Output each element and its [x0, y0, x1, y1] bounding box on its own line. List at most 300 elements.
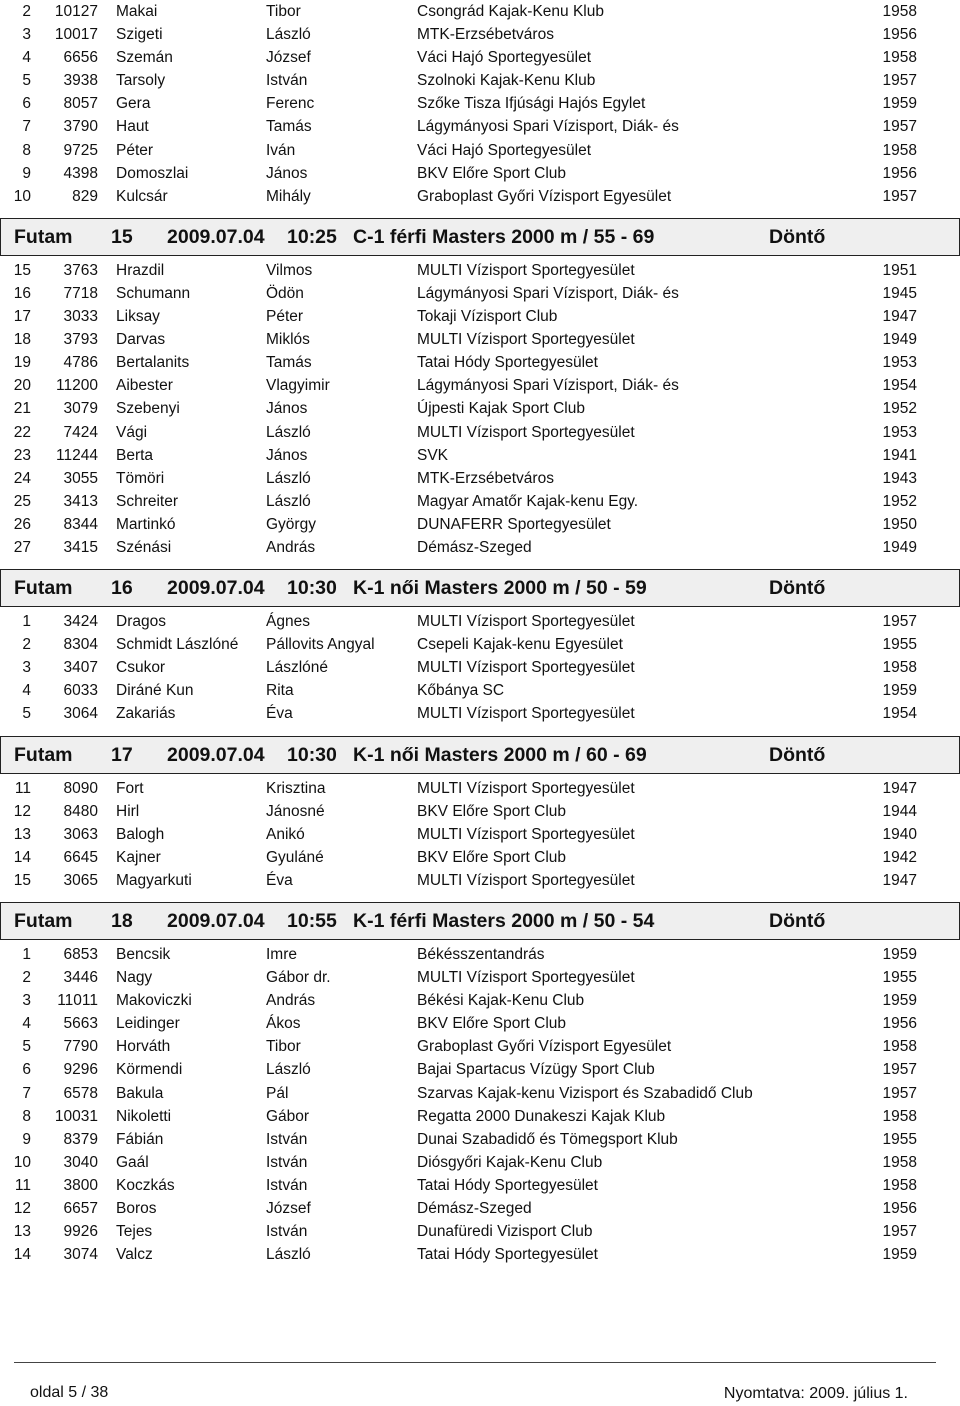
birth-year: 1956 — [882, 1200, 917, 1218]
result-row — [0, 162, 960, 185]
place: 2 — [22, 3, 31, 20]
birth-year: 1959 — [882, 682, 917, 700]
last-name: Aibester — [116, 377, 173, 395]
first-name: László — [266, 423, 311, 441]
first-name: Gyuláné — [266, 848, 324, 866]
place: 7 — [22, 118, 31, 136]
competitor-id: 3763 — [63, 261, 98, 279]
competitor-id: 6033 — [63, 682, 98, 700]
place: 3 — [22, 26, 31, 44]
competitor-id: 6656 — [63, 49, 98, 67]
last-name: Horváth — [116, 1038, 171, 1056]
birth-year: 1959 — [882, 946, 917, 963]
place: 25 — [13, 492, 31, 510]
result-row — [0, 0, 960, 23]
place: 1 — [22, 946, 31, 963]
first-name: György — [266, 515, 316, 533]
first-name: János — [266, 446, 308, 464]
place: 24 — [13, 469, 31, 487]
birth-year: 1958 — [882, 1107, 917, 1125]
competitor-id: 3033 — [63, 308, 98, 326]
club-name: Magyar Amatőr Kajak-kenu Egy. — [417, 492, 639, 510]
club-name: MULTI Vízisport Sportegyesület — [417, 779, 635, 797]
heat-phase: Döntő — [769, 743, 826, 766]
last-name: Péter — [116, 141, 154, 159]
competitor-id: 3040 — [63, 1153, 98, 1171]
heat-label: Futam — [14, 577, 73, 600]
first-name: Krisztina — [266, 779, 326, 797]
competitor-id: 3415 — [63, 538, 98, 556]
competitor-id: 6645 — [63, 848, 98, 866]
birth-year: 1941 — [882, 446, 917, 464]
club-name: MULTI Vízisport Sportegyesület — [417, 613, 635, 631]
club-name: MULTI Vízisport Sportegyesület — [417, 423, 635, 441]
result-row — [0, 1151, 960, 1174]
place: 7 — [22, 1084, 31, 1102]
competitor-id: 4398 — [63, 164, 98, 182]
last-name: Bakula — [116, 1084, 164, 1102]
club-name: Kőbánya SC — [417, 682, 505, 700]
place: 5 — [22, 1038, 31, 1056]
result-row — [0, 374, 960, 397]
club-name: Bajai Spartacus Vízügy Sport Club — [417, 1061, 655, 1079]
competitor-id: 11011 — [57, 992, 98, 1010]
heat-label: Futam — [14, 743, 73, 766]
place: 10 — [13, 187, 31, 205]
first-name: András — [266, 538, 316, 556]
place: 18 — [13, 331, 31, 349]
place: 9 — [22, 164, 31, 182]
birth-year: 1957 — [882, 1084, 917, 1102]
last-name: Kulcsár — [116, 187, 168, 205]
first-name: Éva — [266, 871, 293, 889]
page-number: oldal 5 / 38 — [30, 1384, 109, 1401]
birth-year: 1957 — [882, 72, 917, 90]
result-row — [0, 633, 960, 656]
first-name: István — [266, 72, 308, 90]
place: 3 — [22, 659, 31, 677]
last-name: Kajner — [116, 848, 161, 866]
last-name: Diráné Kun — [116, 682, 194, 700]
birth-year: 1945 — [882, 284, 917, 302]
first-name: Pál — [266, 1084, 289, 1102]
birth-year: 1957 — [882, 613, 917, 631]
club-name: Tokaji Vízisport Club — [417, 308, 558, 326]
club-name: Szarvas Kajak-kenu Vizisport és Szabadidő Club — [417, 1084, 753, 1102]
result-row — [0, 536, 960, 559]
result-row — [0, 23, 960, 46]
result-row — [0, 989, 960, 1012]
heat-header — [0, 902, 960, 940]
heat-number: 18 — [111, 910, 133, 932]
result-row — [0, 1035, 960, 1058]
first-name: István — [266, 1176, 308, 1194]
first-name: Miklós — [266, 331, 310, 349]
club-name: MULTI Vízisport Sportegyesület — [417, 261, 635, 279]
last-name: Koczkás — [116, 1176, 175, 1194]
result-row — [0, 351, 960, 374]
result-row — [0, 777, 960, 800]
last-name: Magyarkuti — [116, 871, 192, 889]
competitor-id: 3413 — [63, 492, 98, 510]
result-row — [0, 444, 960, 467]
club-name: MTK-Erzsébetváros — [417, 469, 554, 487]
club-name: Újpesti Kajak Sport Club — [417, 400, 585, 418]
first-name: Gábor dr. — [266, 969, 331, 987]
place: 12 — [13, 1200, 31, 1218]
heat-phase: Döntő — [769, 910, 826, 932]
result-row — [0, 943, 960, 966]
last-name: Fort — [116, 779, 144, 797]
place: 17 — [13, 308, 31, 326]
birth-year: 1949 — [882, 331, 917, 349]
place: 10 — [13, 1153, 31, 1171]
birth-year: 1956 — [882, 164, 917, 182]
competitor-id: 5663 — [63, 1015, 98, 1033]
competitor-id: 3938 — [63, 72, 98, 90]
first-name: Gábor — [266, 1107, 310, 1125]
competitor-id: 7718 — [63, 284, 98, 302]
birth-year: 1958 — [882, 141, 917, 159]
competitor-id: 11244 — [56, 446, 98, 464]
last-name: Makoviczki — [116, 992, 192, 1010]
birth-year: 1959 — [882, 95, 917, 113]
place: 26 — [13, 515, 31, 533]
place: 2 — [22, 969, 31, 987]
place: 21 — [13, 400, 31, 418]
last-name: Hirl — [116, 802, 140, 820]
birth-year: 1949 — [882, 538, 917, 556]
birth-year: 1952 — [882, 492, 917, 510]
result-row — [0, 1243, 960, 1266]
first-name: István — [266, 1223, 308, 1241]
first-name: János — [266, 400, 308, 418]
birth-year: 1947 — [882, 871, 917, 889]
heat-time: 10:30 — [287, 743, 337, 766]
birth-year: 1955 — [882, 1130, 917, 1148]
club-name: MULTI Vízisport Sportegyesület — [417, 705, 635, 723]
birth-year: 1940 — [882, 825, 917, 843]
club-name: Tatai Hódy Sportegyesület — [417, 1176, 598, 1194]
heat-date: 2009.07.04 — [167, 910, 265, 932]
result-row — [0, 800, 960, 823]
place: 4 — [22, 49, 31, 67]
result-row — [0, 513, 960, 536]
last-name: Nagy — [116, 969, 153, 987]
result-row — [0, 92, 960, 115]
competitor-id: 8344 — [63, 515, 98, 533]
club-name: BKV Előre Sport Club — [417, 1015, 567, 1033]
birth-year: 1951 — [882, 261, 917, 279]
first-name: Ágnes — [266, 613, 310, 631]
last-name: Szénási — [116, 538, 172, 556]
club-name: Békési Kajak-Kenu Club — [417, 992, 585, 1010]
birth-year: 1957 — [882, 187, 917, 205]
heat-date: 2009.07.04 — [167, 743, 265, 766]
place: 27 — [13, 538, 31, 556]
last-name: Dragos — [116, 613, 166, 631]
result-row — [0, 1082, 960, 1105]
club-name: BKV Előre Sport Club — [417, 802, 567, 820]
birth-year: 1956 — [882, 1015, 917, 1033]
first-name: Rita — [266, 682, 294, 700]
place: 12 — [13, 802, 31, 820]
competitor-id: 3790 — [63, 118, 98, 136]
club-name: SVK — [417, 446, 449, 464]
last-name: Balogh — [116, 825, 165, 843]
heat-number: 16 — [111, 577, 133, 600]
last-name: Tömöri — [116, 469, 165, 487]
result-row — [0, 702, 960, 725]
competitor-id: 10127 — [54, 3, 98, 20]
place: 15 — [13, 261, 31, 279]
result-row — [0, 869, 960, 892]
birth-year: 1953 — [882, 423, 917, 441]
club-name: Dunai Szabadidő és Tömegsport Klub — [417, 1130, 678, 1148]
first-name: János — [266, 164, 308, 182]
result-row — [0, 1058, 960, 1081]
print-date: Nyomtatva: 2009. július 1. — [723, 1385, 908, 1402]
place: 13 — [13, 1223, 31, 1241]
first-name: József — [266, 49, 311, 67]
first-name: Tibor — [266, 1038, 301, 1056]
last-name: Szigeti — [116, 26, 163, 44]
last-name: Tejes — [116, 1223, 153, 1241]
place: 5 — [22, 72, 31, 90]
first-name: Tibor — [266, 3, 301, 20]
heat-date: 2009.07.04 — [167, 225, 265, 248]
heat-date: 2009.07.04 — [167, 577, 265, 600]
birth-year: 1943 — [882, 469, 917, 487]
club-name: Váci Hajó Sportegyesület — [417, 141, 592, 159]
competitor-id: 3064 — [63, 705, 98, 723]
first-name: Péter — [266, 308, 304, 326]
place: 6 — [22, 1061, 31, 1079]
last-name: Gera — [116, 95, 151, 113]
club-name: Váci Hajó Sportegyesület — [417, 49, 592, 67]
first-name: István — [266, 1153, 308, 1171]
place: 16 — [13, 284, 31, 302]
place: 14 — [13, 1246, 31, 1264]
heat-event: K-1 női Masters 2000 m / 60 - 69 — [353, 743, 647, 766]
heat-label: Futam — [14, 910, 73, 932]
heat-header — [0, 736, 960, 774]
last-name: Szebenyi — [116, 400, 180, 418]
last-name: Fábián — [116, 1130, 164, 1148]
heat-label: Futam — [14, 225, 73, 248]
last-name: Bencsik — [116, 946, 171, 963]
first-name: Tamás — [266, 118, 312, 136]
first-name: Éva — [266, 705, 293, 723]
heat-time: 10:25 — [287, 225, 337, 248]
first-name: László — [266, 26, 311, 44]
result-row — [0, 1105, 960, 1128]
last-name: Gaál — [116, 1153, 149, 1171]
club-name: MULTI Vízisport Sportegyesület — [417, 825, 635, 843]
competitor-id: 3065 — [63, 871, 98, 889]
competitor-id: 9926 — [63, 1223, 98, 1241]
first-name: Vlagyimir — [266, 377, 330, 395]
first-name: Mihály — [266, 187, 311, 205]
heat-phase: Döntő — [769, 225, 826, 248]
place: 20 — [13, 377, 31, 395]
birth-year: 1957 — [882, 1223, 917, 1241]
last-name: Bertalanits — [116, 354, 190, 372]
place: 8 — [22, 141, 31, 159]
birth-year: 1958 — [882, 659, 917, 677]
result-row — [0, 421, 960, 444]
first-name: Ákos — [266, 1015, 301, 1033]
birth-year: 1942 — [882, 848, 917, 866]
last-name: Schmidt Lászlóné — [116, 636, 239, 654]
heat-number: 17 — [111, 743, 133, 766]
competitor-id: 7424 — [63, 423, 98, 441]
heat-header — [0, 569, 960, 607]
first-name: Vilmos — [266, 261, 313, 279]
club-name: Szőke Tisza Ifjúsági Hajós Egylet — [417, 95, 646, 113]
competitor-id: 7790 — [63, 1038, 98, 1056]
competitor-id: 8057 — [63, 95, 98, 113]
competitor-id: 11200 — [56, 377, 98, 395]
competitor-id: 3424 — [63, 613, 98, 631]
club-name: Graboplast Győri Vízisport Egyesület — [417, 1038, 672, 1056]
competitor-id: 8090 — [63, 779, 98, 797]
result-row — [0, 397, 960, 420]
club-name: BKV Előre Sport Club — [417, 164, 567, 182]
first-name: Ödön — [266, 284, 304, 302]
result-row — [0, 467, 960, 490]
heat-time: 10:30 — [287, 577, 337, 600]
last-name: Valcz — [116, 1246, 153, 1264]
club-name: Lágymányosi Spari Vízisport, Diák- és — [417, 118, 679, 136]
result-row — [0, 282, 960, 305]
last-name: Csukor — [116, 659, 166, 677]
club-name: MULTI Vízisport Sportegyesület — [417, 969, 635, 987]
result-row — [0, 185, 960, 208]
birth-year: 1950 — [882, 515, 917, 533]
last-name: Berta — [116, 446, 154, 464]
competitor-id: 9725 — [63, 141, 98, 159]
competitor-id: 8304 — [63, 636, 98, 654]
last-name: Vági — [116, 423, 148, 441]
competitor-id: 6853 — [63, 946, 98, 963]
result-row — [0, 69, 960, 92]
competitor-id: 10031 — [54, 1107, 98, 1125]
place: 19 — [13, 354, 31, 372]
club-name: MULTI Vízisport Sportegyesület — [417, 659, 635, 677]
result-row — [0, 46, 960, 69]
birth-year: 1957 — [882, 118, 917, 136]
place: 11 — [14, 1176, 31, 1194]
club-name: Démász-Szeged — [417, 1200, 532, 1218]
result-row — [0, 679, 960, 702]
club-name: Csepeli Kajak-kenu Egyesület — [417, 636, 623, 654]
competitor-id: 8480 — [63, 802, 98, 820]
place: 1 — [22, 613, 31, 631]
birth-year: 1947 — [882, 308, 917, 326]
club-name: Graboplast Győri Vízisport Egyesület — [417, 187, 672, 205]
heat-time: 10:55 — [287, 910, 337, 932]
heat-event: K-1 női Masters 2000 m / 50 - 59 — [353, 577, 647, 600]
birth-year: 1959 — [882, 992, 917, 1010]
heat-phase: Döntő — [769, 577, 826, 600]
competitor-id: 10017 — [54, 26, 98, 44]
last-name: Liksay — [116, 308, 160, 326]
place: 5 — [22, 705, 31, 723]
club-name: Lágymányosi Spari Vízisport, Diák- és — [417, 284, 679, 302]
club-name: MTK-Erzsébetváros — [417, 26, 554, 44]
heat-number: 15 — [111, 225, 133, 248]
first-name: István — [266, 1130, 308, 1148]
club-name: Lágymányosi Spari Vízisport, Diák- és — [417, 377, 679, 395]
place: 15 — [13, 871, 31, 889]
competitor-id: 3055 — [63, 469, 98, 487]
first-name: Iván — [266, 141, 296, 159]
club-name: Dunafüredi Vizisport Club — [417, 1223, 593, 1241]
club-name: MULTI Vízisport Sportegyesület — [417, 331, 635, 349]
result-row — [0, 1012, 960, 1035]
birth-year: 1958 — [882, 1176, 917, 1194]
club-name: MULTI Vízisport Sportegyesület — [417, 871, 635, 889]
competitor-id: 6657 — [63, 1200, 98, 1218]
result-row — [0, 1174, 960, 1197]
competitor-id: 3800 — [63, 1176, 98, 1194]
last-name: Schreiter — [116, 492, 179, 510]
competitor-id: 3407 — [63, 659, 98, 677]
competitor-id: 4786 — [63, 354, 98, 372]
result-row — [0, 823, 960, 846]
result-row — [0, 656, 960, 679]
place: 6 — [22, 95, 31, 113]
heat-event: C-1 férfi Masters 2000 m / 55 - 69 — [353, 225, 655, 248]
result-row — [0, 966, 960, 989]
place: 23 — [13, 446, 31, 464]
first-name: László — [266, 1061, 311, 1079]
first-name: László — [266, 1246, 311, 1264]
competitor-id: 8379 — [63, 1130, 98, 1148]
birth-year: 1959 — [882, 1246, 917, 1264]
club-name: Csongrád Kajak-Kenu Klub — [417, 3, 604, 20]
competitor-id: 3063 — [63, 825, 98, 843]
result-row — [0, 1197, 960, 1220]
club-name: Démász-Szeged — [417, 538, 532, 556]
birth-year: 1944 — [882, 802, 917, 820]
last-name: Martinkó — [116, 515, 176, 533]
place: 4 — [22, 682, 31, 700]
last-name: Körmendi — [116, 1061, 183, 1079]
result-row — [0, 490, 960, 513]
club-name: Regatta 2000 Dunakeszi Kajak Klub — [417, 1107, 666, 1125]
birth-year: 1955 — [882, 969, 917, 987]
competitor-id: 829 — [72, 187, 98, 205]
competitor-id: 3079 — [63, 400, 98, 418]
last-name: Nikoletti — [116, 1107, 172, 1125]
first-name: Lászlóné — [266, 659, 329, 677]
birth-year: 1947 — [882, 779, 917, 797]
birth-year: 1952 — [882, 400, 917, 418]
club-name: BKV Előre Sport Club — [417, 848, 567, 866]
last-name: Darvas — [116, 331, 166, 349]
competitor-id: 3074 — [63, 1246, 98, 1264]
birth-year: 1957 — [882, 1061, 917, 1079]
birth-year: 1958 — [882, 1153, 917, 1171]
last-name: Schumann — [116, 284, 191, 302]
birth-year: 1958 — [882, 49, 917, 67]
birth-year: 1958 — [882, 3, 917, 20]
birth-year: 1958 — [882, 1038, 917, 1056]
result-row — [0, 115, 960, 138]
heat-header — [0, 218, 960, 256]
